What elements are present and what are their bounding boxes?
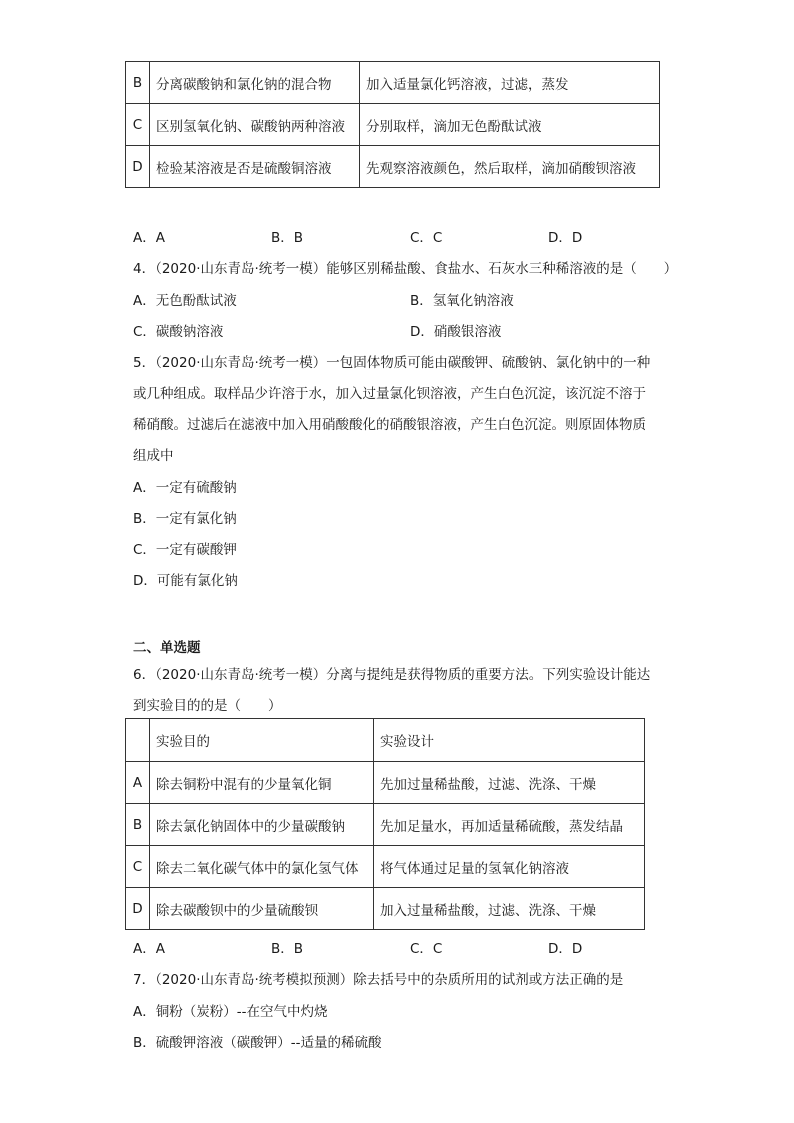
option-a: A．A — [133, 941, 165, 957]
design-cell: 先观察溶液颜色，然后取样，滴加硝酸钡溶液 — [360, 146, 660, 188]
row-label: A — [126, 762, 150, 804]
table-row — [126, 104, 660, 146]
option-a: A．无色酚酞试液 — [133, 293, 237, 309]
option-b: B．B — [271, 941, 304, 957]
question-stem-line: 6．（2020·山东青岛·统考一模）分离与提纯是获得物质的重要方法。下列实验设计能达 — [133, 667, 651, 683]
table-row — [126, 62, 660, 104]
option-c: C．一定有碳酸钾 — [133, 542, 237, 558]
option-b: B．一定有氯化钠 — [133, 511, 237, 527]
question-stem: 7．（2020·山东青岛·统考模拟预测）除去括号中的杂质所用的试剂或方法正确的是 — [133, 972, 624, 988]
table-row — [126, 146, 660, 188]
purpose-cell: 区别氢氧化钠、碳酸钠两种溶液 — [150, 104, 360, 146]
question-stem-line: 组成中 — [133, 448, 174, 464]
purpose-cell: 除去碳酸钡中的少量硫酸钡 — [150, 888, 374, 930]
option-d: D．硝酸银溶液 — [410, 324, 502, 340]
question-stem-line: 到实验目的的是（ ） — [133, 698, 282, 714]
option-a: A．A — [133, 230, 165, 246]
option-b: B．硫酸钾溶液（碳酸钾）--适量的稀硫酸 — [133, 1035, 382, 1051]
option-a: A．铜粉（炭粉）--在空气中灼烧 — [133, 1004, 328, 1020]
header-design: 实验设计 — [374, 719, 645, 762]
purpose-cell: 除去铜粉中混有的少量氧化铜 — [150, 762, 374, 804]
table-header-row — [126, 719, 645, 762]
option-d: D．D — [548, 941, 583, 957]
table-row — [126, 888, 645, 930]
option-a: A．一定有硫酸钠 — [133, 480, 237, 496]
option-d: D．D — [548, 230, 583, 246]
question3-table — [125, 61, 660, 188]
table-row — [126, 846, 645, 888]
section-heading: 二、单选题 — [133, 640, 201, 656]
header-purpose: 实验目的 — [150, 719, 374, 762]
option-c: C．C — [410, 941, 443, 957]
row-label: C — [126, 104, 150, 146]
design-cell: 将气体通过足量的氢氧化钠溶液 — [374, 846, 645, 888]
row-label: B — [126, 62, 150, 104]
option-b: B．B — [271, 230, 304, 246]
design-cell: 先加足量水，再加适量稀硫酸，蒸发结晶 — [374, 804, 645, 846]
row-label: B — [126, 804, 150, 846]
design-cell: 分别取样，滴加无色酚酞试液 — [360, 104, 660, 146]
option-b: B．氢氧化钠溶液 — [410, 293, 514, 309]
design-cell: 加入适量氯化钙溶液，过滤，蒸发 — [360, 62, 660, 104]
table-row — [126, 762, 645, 804]
table-row — [126, 804, 645, 846]
header-label — [126, 719, 150, 762]
question6-table — [125, 718, 645, 930]
design-cell: 先加过量稀盐酸，过滤、洗涤、干燥 — [374, 762, 645, 804]
purpose-cell: 检验某溶液是否是硫酸铜溶液 — [150, 146, 360, 188]
option-d: D．可能有氯化钠 — [133, 573, 238, 589]
purpose-cell: 除去氯化钠固体中的少量碳酸钠 — [150, 804, 374, 846]
purpose-cell: 分离碳酸钠和氯化钠的混合物 — [150, 62, 360, 104]
question-stem-line: 稀硝酸。过滤后在滤液中加入用硝酸酸化的硝酸银溶液，产生白色沉淀。则原固体物质 — [133, 417, 646, 433]
question-stem: 4．（2020·山东青岛·统考一模）能够区别稀盐酸、食盐水、石灰水三种稀溶液的是（ ） — [133, 261, 678, 277]
row-label: D — [126, 888, 150, 930]
question-stem-line: 5．（2020·山东青岛·统考一模）一包固体物质可能由碳酸钾、硫酸钠、氯化钠中的一种 — [133, 355, 651, 371]
purpose-cell: 除去二氧化碳气体中的氯化氢气体 — [150, 846, 374, 888]
design-cell: 加入过量稀盐酸，过滤、洗涤、干燥 — [374, 888, 645, 930]
row-label: C — [126, 846, 150, 888]
question-stem-line: 或几种组成。取样品少许溶于水，加入过量氯化钡溶液，产生白色沉淀，该沉淀不溶于 — [133, 386, 646, 402]
option-c: C．碳酸钠溶液 — [133, 324, 224, 340]
row-label: D — [126, 146, 150, 188]
option-c: C．C — [410, 230, 443, 246]
